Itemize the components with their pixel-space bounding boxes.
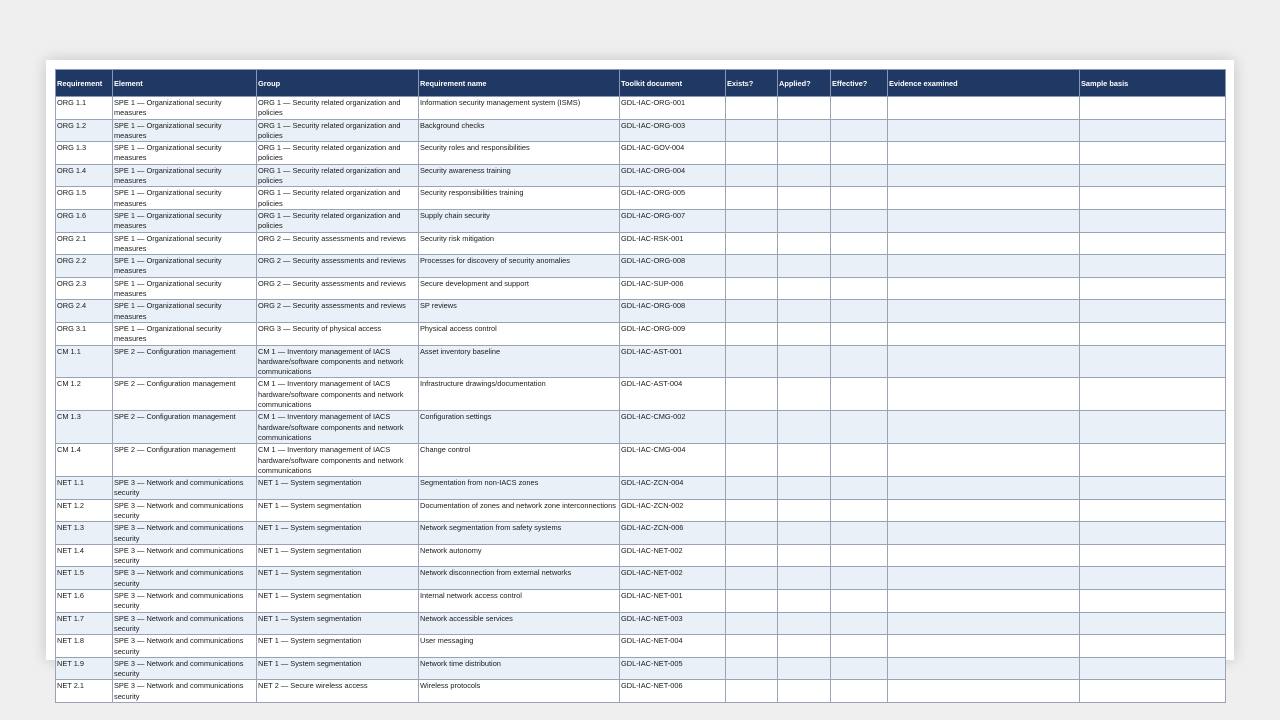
evidence-examined-cell[interactable]: [888, 567, 1080, 590]
toolkit-document-cell: GDL-IAC-NET-002: [620, 544, 726, 567]
group-cell: CM 1 — Inventory management of IACS hardware/software components and network communications: [257, 411, 419, 444]
evidence-examined-cell[interactable]: [888, 322, 1080, 345]
element-cell: SPE 3 — Network and communications security: [113, 544, 257, 567]
applied-cell[interactable]: [778, 544, 831, 567]
toolkit-document-cell: GDL-IAC-ORG-009: [620, 322, 726, 345]
effective-cell[interactable]: [831, 277, 888, 300]
col-header-group: Group: [257, 70, 419, 97]
evidence-examined-cell[interactable]: [888, 164, 1080, 187]
effective-cell[interactable]: [831, 142, 888, 165]
requirement-name-cell: Background checks: [419, 119, 620, 142]
requirement-name-cell: Network segmentation from safety systems: [419, 522, 620, 545]
sample-basis-cell[interactable]: [1080, 567, 1226, 590]
sample-basis-cell[interactable]: [1080, 164, 1226, 187]
group-cell: ORG 1 — Security related organization and policies: [257, 142, 419, 165]
toolkit-document-cell: GDL-IAC-ZCN-006: [620, 522, 726, 545]
sample-basis-cell[interactable]: [1080, 612, 1226, 635]
exists-cell[interactable]: [726, 522, 778, 545]
sample-basis-cell[interactable]: [1080, 232, 1226, 255]
exists-cell[interactable]: [726, 444, 778, 477]
col-header-requirement-name: Requirement name: [419, 70, 620, 97]
requirement-cell: ORG 2.1: [56, 232, 113, 255]
toolkit-document-cell: GDL-IAC-CMG-002: [620, 411, 726, 444]
toolkit-document-cell: GDL-IAC-ORG-003: [620, 119, 726, 142]
requirement-cell: NET 1.5: [56, 567, 113, 590]
sample-basis-cell[interactable]: [1080, 97, 1226, 120]
requirement-name-cell: Network time distribution: [419, 657, 620, 680]
group-cell: ORG 1 — Security related organization and policies: [257, 187, 419, 210]
exists-cell[interactable]: [726, 612, 778, 635]
effective-cell[interactable]: [831, 209, 888, 232]
group-cell: NET 1 — System segmentation: [257, 477, 419, 500]
applied-cell[interactable]: [778, 232, 831, 255]
toolkit-document-cell: GDL-IAC-RSK-001: [620, 232, 726, 255]
evidence-examined-cell[interactable]: [888, 522, 1080, 545]
table-row: [56, 567, 1226, 590]
evidence-examined-cell[interactable]: [888, 657, 1080, 680]
table-row: [56, 612, 1226, 635]
element-cell: SPE 2 — Configuration management: [113, 378, 257, 411]
toolkit-document-cell: GDL-IAC-NET-001: [620, 590, 726, 613]
toolkit-document-cell: GDL-IAC-ORG-007: [620, 209, 726, 232]
document-page: [46, 60, 1234, 701]
requirement-cell: CM 1.1: [56, 345, 113, 378]
sample-basis-cell[interactable]: [1080, 590, 1226, 613]
element-cell: SPE 1 — Organizational security measures: [113, 277, 257, 300]
exists-cell[interactable]: [726, 680, 778, 703]
element-cell: SPE 3 — Network and communications security: [113, 612, 257, 635]
group-cell: ORG 2 — Security assessments and reviews: [257, 255, 419, 278]
table-body: [56, 97, 1226, 703]
evidence-examined-cell[interactable]: [888, 378, 1080, 411]
exists-cell[interactable]: [726, 657, 778, 680]
exists-cell[interactable]: [726, 544, 778, 567]
requirement-name-cell: Documentation of zones and network zone interconnections: [419, 499, 620, 522]
applied-cell[interactable]: [778, 522, 831, 545]
effective-cell[interactable]: [831, 119, 888, 142]
requirement-cell: ORG 1.2: [56, 119, 113, 142]
toolkit-document-cell: GDL-IAC-ORG-001: [620, 97, 726, 120]
element-cell: SPE 3 — Network and communications security: [113, 499, 257, 522]
evidence-examined-cell[interactable]: [888, 277, 1080, 300]
effective-cell[interactable]: [831, 522, 888, 545]
exists-cell[interactable]: [726, 499, 778, 522]
effective-cell[interactable]: [831, 187, 888, 210]
applied-cell[interactable]: [778, 187, 831, 210]
requirement-name-cell: Secure development and support: [419, 277, 620, 300]
table-row: [56, 97, 1226, 120]
group-cell: ORG 1 — Security related organization and policies: [257, 209, 419, 232]
table-row: [56, 277, 1226, 300]
effective-cell[interactable]: [831, 567, 888, 590]
exists-cell[interactable]: [726, 187, 778, 210]
requirement-name-cell: Asset inventory baseline: [419, 345, 620, 378]
group-cell: ORG 2 — Security assessments and reviews: [257, 232, 419, 255]
element-cell: SPE 1 — Organizational security measures: [113, 119, 257, 142]
requirement-name-cell: Information security management system (ISMS): [419, 97, 620, 120]
applied-cell[interactable]: [778, 635, 831, 658]
requirement-cell: NET 1.7: [56, 612, 113, 635]
sample-basis-cell[interactable]: [1080, 277, 1226, 300]
applied-cell[interactable]: [778, 164, 831, 187]
table-row: [56, 680, 1226, 703]
toolkit-document-cell: GDL-IAC-NET-005: [620, 657, 726, 680]
element-cell: SPE 3 — Network and communications security: [113, 657, 257, 680]
requirement-name-cell: User messaging: [419, 635, 620, 658]
group-cell: ORG 2 — Security assessments and reviews: [257, 300, 419, 323]
requirement-name-cell: Processes for discovery of security anomalies: [419, 255, 620, 278]
requirement-cell: CM 1.3: [56, 411, 113, 444]
element-cell: SPE 3 — Network and communications security: [113, 680, 257, 703]
requirement-name-cell: Network autonomy: [419, 544, 620, 567]
group-cell: CM 1 — Inventory management of IACS hardware/software components and network communications: [257, 345, 419, 378]
requirement-cell: ORG 1.5: [56, 187, 113, 210]
requirement-name-cell: Internal network access control: [419, 590, 620, 613]
element-cell: SPE 1 — Organizational security measures: [113, 232, 257, 255]
effective-cell[interactable]: [831, 657, 888, 680]
element-cell: SPE 1 — Organizational security measures: [113, 255, 257, 278]
group-cell: NET 1 — System segmentation: [257, 567, 419, 590]
group-cell: ORG 3 — Security of physical access: [257, 322, 419, 345]
exists-cell[interactable]: [726, 411, 778, 444]
toolkit-document-cell: GDL-IAC-NET-003: [620, 612, 726, 635]
table-row: [56, 187, 1226, 210]
group-cell: NET 1 — System segmentation: [257, 522, 419, 545]
table-row: [56, 657, 1226, 680]
group-cell: CM 1 — Inventory management of IACS hardware/software components and network communications: [257, 378, 419, 411]
applied-cell[interactable]: [778, 322, 831, 345]
evidence-examined-cell[interactable]: [888, 345, 1080, 378]
sample-basis-cell[interactable]: [1080, 411, 1226, 444]
element-cell: SPE 2 — Configuration management: [113, 444, 257, 477]
sample-basis-cell[interactable]: [1080, 209, 1226, 232]
group-cell: NET 1 — System segmentation: [257, 657, 419, 680]
table-row: [56, 444, 1226, 477]
effective-cell[interactable]: [831, 322, 888, 345]
requirement-name-cell: Physical access control: [419, 322, 620, 345]
table-header-row: [56, 70, 1226, 97]
exists-cell[interactable]: [726, 635, 778, 658]
requirement-cell: NET 1.4: [56, 544, 113, 567]
toolkit-document-cell: GDL-IAC-SUP-006: [620, 277, 726, 300]
evidence-examined-cell[interactable]: [888, 635, 1080, 658]
applied-cell[interactable]: [778, 657, 831, 680]
evidence-examined-cell[interactable]: [888, 680, 1080, 703]
evidence-examined-cell[interactable]: [888, 300, 1080, 323]
effective-cell[interactable]: [831, 378, 888, 411]
requirement-cell: NET 1.6: [56, 590, 113, 613]
sample-basis-cell[interactable]: [1080, 322, 1226, 345]
applied-cell[interactable]: [778, 612, 831, 635]
requirement-name-cell: Segmentation from non-IACS zones: [419, 477, 620, 500]
applied-cell[interactable]: [778, 97, 831, 120]
exists-cell[interactable]: [726, 142, 778, 165]
sample-basis-cell[interactable]: [1080, 444, 1226, 477]
sample-basis-cell[interactable]: [1080, 499, 1226, 522]
requirement-name-cell: Wireless protocols: [419, 680, 620, 703]
element-cell: SPE 1 — Organizational security measures: [113, 142, 257, 165]
evidence-examined-cell[interactable]: [888, 119, 1080, 142]
sample-basis-cell[interactable]: [1080, 142, 1226, 165]
requirement-cell: CM 1.2: [56, 378, 113, 411]
element-cell: SPE 3 — Network and communications security: [113, 477, 257, 500]
table-row: [56, 164, 1226, 187]
toolkit-document-cell: GDL-IAC-ZCN-004: [620, 477, 726, 500]
col-header-element: Element: [113, 70, 257, 97]
toolkit-document-cell: GDL-IAC-ORG-008: [620, 255, 726, 278]
effective-cell[interactable]: [831, 444, 888, 477]
element-cell: SPE 1 — Organizational security measures: [113, 97, 257, 120]
col-header-applied: Applied?: [778, 70, 831, 97]
requirement-cell: NET 1.9: [56, 657, 113, 680]
requirement-name-cell: Security awareness training: [419, 164, 620, 187]
requirement-cell: NET 1.3: [56, 522, 113, 545]
effective-cell[interactable]: [831, 477, 888, 500]
exists-cell[interactable]: [726, 209, 778, 232]
applied-cell[interactable]: [778, 499, 831, 522]
sample-basis-cell[interactable]: [1080, 477, 1226, 500]
table-row: [56, 119, 1226, 142]
group-cell: ORG 1 — Security related organization and policies: [257, 164, 419, 187]
group-cell: CM 1 — Inventory management of IACS hardware/software components and network communications: [257, 444, 419, 477]
effective-cell[interactable]: [831, 345, 888, 378]
requirement-cell: ORG 2.4: [56, 300, 113, 323]
toolkit-document-cell: GDL-IAC-ZCN-002: [620, 499, 726, 522]
col-header-toolkit-document: Toolkit document: [620, 70, 726, 97]
evidence-examined-cell[interactable]: [888, 499, 1080, 522]
evidence-examined-cell[interactable]: [888, 97, 1080, 120]
requirement-cell: NET 1.1: [56, 477, 113, 500]
col-header-evidence-examined: Evidence examined: [888, 70, 1080, 97]
element-cell: SPE 2 — Configuration management: [113, 411, 257, 444]
toolkit-document-cell: GDL-IAC-ORG-004: [620, 164, 726, 187]
sample-basis-cell[interactable]: [1080, 255, 1226, 278]
exists-cell[interactable]: [726, 345, 778, 378]
evidence-examined-cell[interactable]: [888, 444, 1080, 477]
applied-cell[interactable]: [778, 590, 831, 613]
requirement-name-cell: Configuration settings: [419, 411, 620, 444]
effective-cell[interactable]: [831, 635, 888, 658]
exists-cell[interactable]: [726, 477, 778, 500]
toolkit-document-cell: GDL-IAC-NET-002: [620, 567, 726, 590]
group-cell: ORG 1 — Security related organization and policies: [257, 97, 419, 120]
requirement-name-cell: Change control: [419, 444, 620, 477]
toolkit-document-cell: GDL-IAC-NET-004: [620, 635, 726, 658]
exists-cell[interactable]: [726, 322, 778, 345]
requirement-cell: ORG 1.3: [56, 142, 113, 165]
applied-cell[interactable]: [778, 680, 831, 703]
col-header-sample-basis: Sample basis: [1080, 70, 1226, 97]
table-row: [56, 232, 1226, 255]
requirement-name-cell: Security responsibilities training: [419, 187, 620, 210]
requirement-cell: ORG 1.6: [56, 209, 113, 232]
evidence-examined-cell[interactable]: [888, 187, 1080, 210]
requirement-cell: CM 1.4: [56, 444, 113, 477]
exists-cell[interactable]: [726, 277, 778, 300]
element-cell: SPE 3 — Network and communications security: [113, 635, 257, 658]
evidence-examined-cell[interactable]: [888, 232, 1080, 255]
applied-cell[interactable]: [778, 411, 831, 444]
sample-basis-cell[interactable]: [1080, 300, 1226, 323]
effective-cell[interactable]: [831, 590, 888, 613]
exists-cell[interactable]: [726, 300, 778, 323]
table-row: [56, 590, 1226, 613]
group-cell: NET 1 — System segmentation: [257, 544, 419, 567]
requirement-name-cell: Network disconnection from external networks: [419, 567, 620, 590]
requirement-cell: NET 1.2: [56, 499, 113, 522]
requirement-name-cell: Security risk mitigation: [419, 232, 620, 255]
group-cell: NET 1 — System segmentation: [257, 499, 419, 522]
element-cell: SPE 2 — Configuration management: [113, 345, 257, 378]
exists-cell[interactable]: [726, 567, 778, 590]
sample-basis-cell[interactable]: [1080, 345, 1226, 378]
applied-cell[interactable]: [778, 444, 831, 477]
effective-cell[interactable]: [831, 680, 888, 703]
toolkit-document-cell: GDL-IAC-CMG-004: [620, 444, 726, 477]
toolkit-document-cell: GDL-IAC-NET-006: [620, 680, 726, 703]
evidence-examined-cell[interactable]: [888, 477, 1080, 500]
table-row: [56, 477, 1226, 500]
sample-basis-cell[interactable]: [1080, 378, 1226, 411]
requirement-name-cell: Network accessible services: [419, 612, 620, 635]
col-header-exists: Exists?: [726, 70, 778, 97]
exists-cell[interactable]: [726, 378, 778, 411]
requirement-cell: ORG 3.1: [56, 322, 113, 345]
toolkit-document-cell: GDL-IAC-AST-001: [620, 345, 726, 378]
sample-basis-cell[interactable]: [1080, 119, 1226, 142]
element-cell: SPE 3 — Network and communications security: [113, 590, 257, 613]
evidence-examined-cell[interactable]: [888, 590, 1080, 613]
sample-basis-cell[interactable]: [1080, 544, 1226, 567]
exists-cell[interactable]: [726, 164, 778, 187]
table-row: [56, 255, 1226, 278]
effective-cell[interactable]: [831, 232, 888, 255]
effective-cell[interactable]: [831, 255, 888, 278]
effective-cell[interactable]: [831, 164, 888, 187]
col-header-effective: Effective?: [831, 70, 888, 97]
evidence-examined-cell[interactable]: [888, 612, 1080, 635]
exists-cell[interactable]: [726, 97, 778, 120]
requirement-cell: NET 2.1: [56, 680, 113, 703]
element-cell: SPE 1 — Organizational security measures: [113, 209, 257, 232]
effective-cell[interactable]: [831, 612, 888, 635]
table-row: [56, 209, 1226, 232]
exists-cell[interactable]: [726, 590, 778, 613]
element-cell: SPE 3 — Network and communications security: [113, 567, 257, 590]
effective-cell[interactable]: [831, 97, 888, 120]
table-row: [56, 635, 1226, 658]
requirement-name-cell: Supply chain security: [419, 209, 620, 232]
applied-cell[interactable]: [778, 209, 831, 232]
table-row: [56, 411, 1226, 444]
exists-cell[interactable]: [726, 255, 778, 278]
requirement-cell: ORG 2.3: [56, 277, 113, 300]
col-header-requirement: Requirement: [56, 70, 113, 97]
table-row: [56, 322, 1226, 345]
applied-cell[interactable]: [778, 378, 831, 411]
group-cell: NET 1 — System segmentation: [257, 635, 419, 658]
evidence-examined-cell[interactable]: [888, 142, 1080, 165]
group-cell: NET 1 — System segmentation: [257, 612, 419, 635]
toolkit-document-cell: GDL-IAC-GOV-004: [620, 142, 726, 165]
applied-cell[interactable]: [778, 300, 831, 323]
applied-cell[interactable]: [778, 255, 831, 278]
applied-cell[interactable]: [778, 567, 831, 590]
sample-basis-cell[interactable]: [1080, 680, 1226, 703]
table-row: [56, 300, 1226, 323]
toolkit-document-cell: GDL-IAC-ORG-005: [620, 187, 726, 210]
sample-basis-cell[interactable]: [1080, 657, 1226, 680]
requirement-cell: NET 1.8: [56, 635, 113, 658]
applied-cell[interactable]: [778, 119, 831, 142]
evidence-examined-cell[interactable]: [888, 544, 1080, 567]
group-cell: ORG 2 — Security assessments and reviews: [257, 277, 419, 300]
table-row: [56, 378, 1226, 411]
requirement-name-cell: SP reviews: [419, 300, 620, 323]
table-row: [56, 544, 1226, 567]
table-row: [56, 499, 1226, 522]
requirement-cell: ORG 1.4: [56, 164, 113, 187]
table-row: [56, 522, 1226, 545]
table-row: [56, 142, 1226, 165]
toolkit-document-cell: GDL-IAC-AST-004: [620, 378, 726, 411]
sample-basis-cell[interactable]: [1080, 187, 1226, 210]
element-cell: SPE 1 — Organizational security measures: [113, 187, 257, 210]
element-cell: SPE 3 — Network and communications security: [113, 522, 257, 545]
applied-cell[interactable]: [778, 142, 831, 165]
group-cell: NET 1 — System segmentation: [257, 590, 419, 613]
toolkit-document-cell: GDL-IAC-ORG-008: [620, 300, 726, 323]
effective-cell[interactable]: [831, 300, 888, 323]
evidence-examined-cell[interactable]: [888, 255, 1080, 278]
evidence-examined-cell[interactable]: [888, 209, 1080, 232]
element-cell: SPE 1 — Organizational security measures: [113, 164, 257, 187]
sample-basis-cell[interactable]: [1080, 635, 1226, 658]
element-cell: SPE 1 — Organizational security measures: [113, 300, 257, 323]
requirement-cell: ORG 1.1: [56, 97, 113, 120]
sample-basis-cell[interactable]: [1080, 522, 1226, 545]
exists-cell[interactable]: [726, 119, 778, 142]
evidence-examined-cell[interactable]: [888, 411, 1080, 444]
applied-cell[interactable]: [778, 277, 831, 300]
applied-cell[interactable]: [778, 345, 831, 378]
applied-cell[interactable]: [778, 477, 831, 500]
effective-cell[interactable]: [831, 499, 888, 522]
element-cell: SPE 1 — Organizational security measures: [113, 322, 257, 345]
requirement-name-cell: Security roles and responsibilities: [419, 142, 620, 165]
effective-cell[interactable]: [831, 411, 888, 444]
group-cell: NET 2 — Secure wireless access: [257, 680, 419, 703]
requirements-table: [55, 69, 1226, 703]
effective-cell[interactable]: [831, 544, 888, 567]
requirement-cell: ORG 2.2: [56, 255, 113, 278]
table-row: [56, 345, 1226, 378]
exists-cell[interactable]: [726, 232, 778, 255]
group-cell: ORG 1 — Security related organization and policies: [257, 119, 419, 142]
requirement-name-cell: Infrastructure drawings/documentation: [419, 378, 620, 411]
